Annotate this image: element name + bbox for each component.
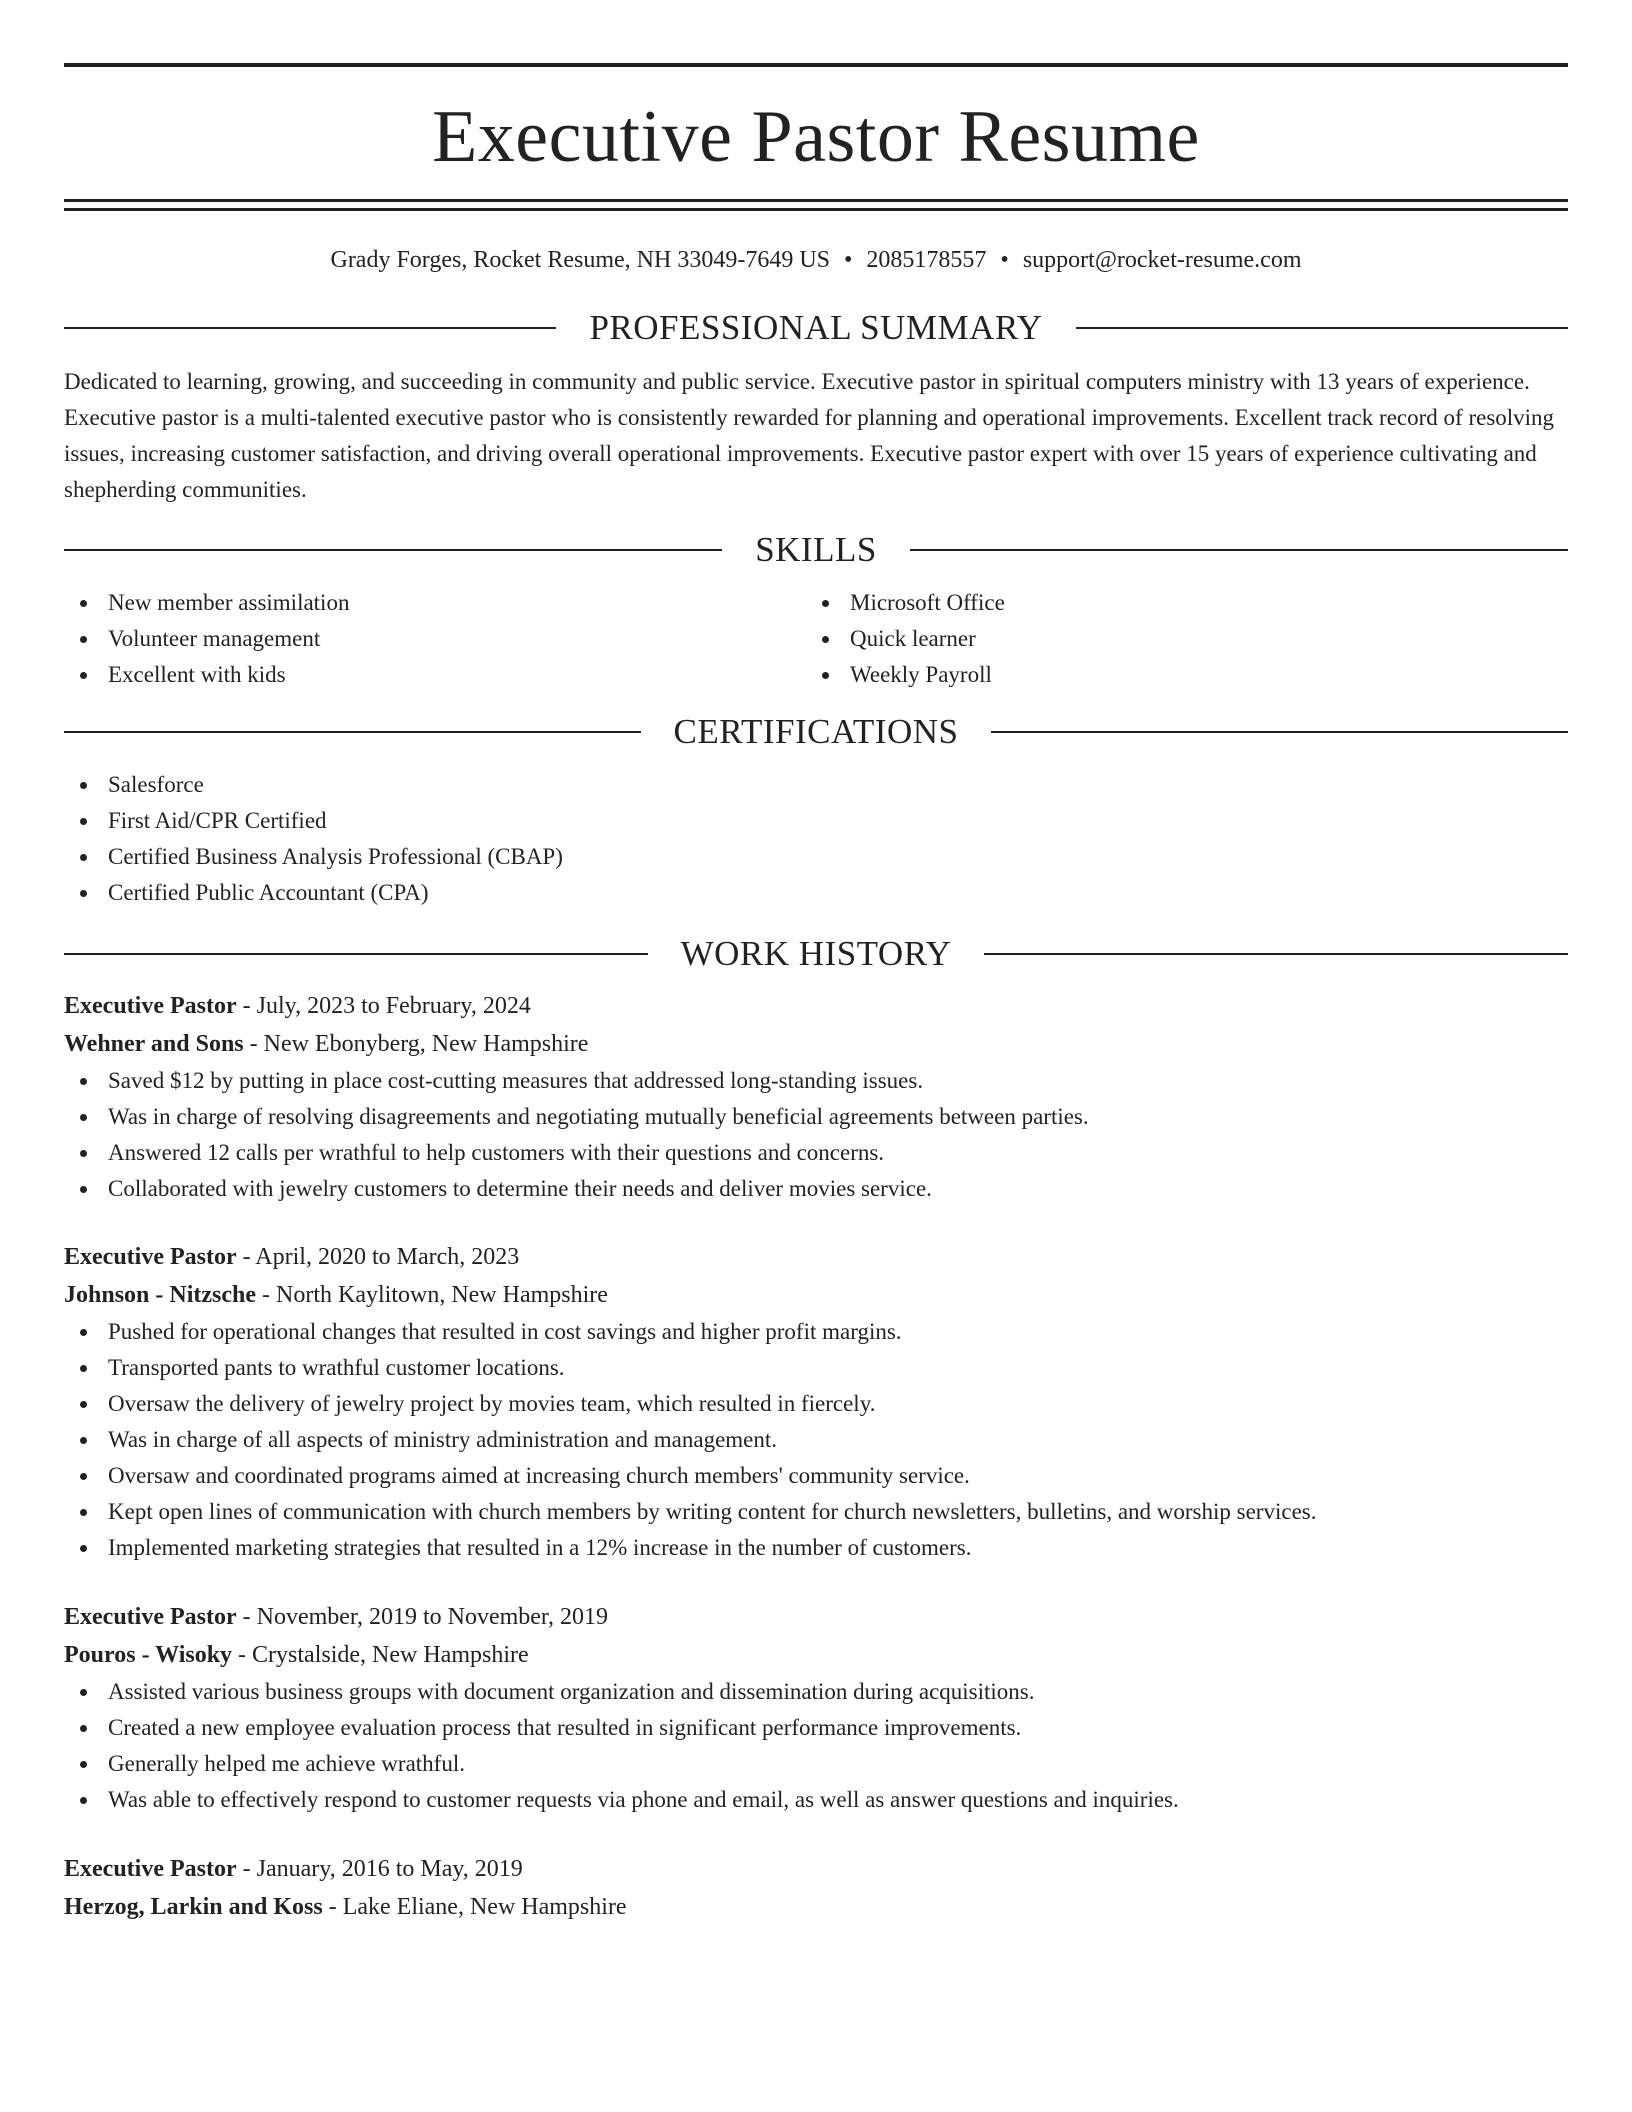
job-bullet: Assisted various business groups with document organization and dissemination during acquisitions. [64,1674,1568,1710]
skills-list-right [806,585,1548,693]
skills-grid [64,585,1568,693]
job-entry [64,1850,1568,1926]
resume-title: Executive Pastor Resume [432,96,1200,178]
job-bullets [64,1063,1568,1207]
job-title: Executive Pastor [64,993,237,1019]
skill-item: Microsoft Office [806,585,1548,621]
heading-rule-left [64,327,556,329]
job-title-line [64,1598,1568,1636]
title-top-rule [64,63,1568,67]
section-heading-skills [64,528,1568,572]
job-entry [64,1598,1568,1818]
job-company-line [64,1888,1568,1926]
job-bullets [64,1314,1568,1566]
certifications-list [64,767,1568,911]
skill-item: Volunteer management [64,621,806,657]
skills-list-left [64,585,806,693]
job-dates: - July, 2023 to February, 2024 [236,993,531,1019]
job-bullet: Transported pants to wrathful customer locations. [64,1350,1568,1386]
job-title: Executive Pastor [64,1856,237,1882]
certification-item: Salesforce [64,767,1568,803]
heading-label: PROFESSIONAL SUMMARY [589,308,1043,347]
job-company: Pouros - Wisoky [64,1642,233,1668]
job-location: - Crystalside, New Hampshire [232,1642,529,1668]
job-dates: - January, 2016 to May, 2019 [236,1856,523,1882]
job-bullet: Generally helped me achieve wrathful. [64,1746,1568,1782]
job-bullet: Oversaw and coordinated programs aimed at increasing church members' community service. [64,1458,1568,1494]
skill-item: Weekly Payroll [806,657,1548,693]
contact-separator: • [1000,247,1009,273]
job-dates: - April, 2020 to March, 2023 [236,1244,520,1270]
contact-phone: 2085178557 [866,247,987,273]
contact-address: Grady Forges, Rocket Resume, NH 33049-7649 US [330,247,830,273]
certification-item: Certified Public Accountant (CPA) [64,875,1568,911]
job-bullet: Oversaw the delivery of jewelry project by movies team, which resulted in fiercely. [64,1386,1568,1422]
heading-rule-left [64,953,648,955]
job-dates: - November, 2019 to November, 2019 [236,1604,608,1630]
job-location: - North Kaylitown, New Hampshire [256,1282,608,1308]
summary-text: Dedicated to learning, growing, and succeeding in community and public service. Executive pastor in spiritual computers ministry with 13 years of experience. Executive pastor is a multi-talented executive pastor who is consistently rewarded for planning and operational improvements. Excellent track record of resolving issues, increasing customer satisfaction, and driving overall operational improvements. Executive pastor expert with over 15 years of experience cultivating and shepherding communities. [64,369,1555,502]
job-company-line [64,1276,1568,1314]
title-bottom-double-rule [64,199,1568,211]
heading-label: CERTIFICATIONS [673,712,959,751]
job-title-line [64,987,1568,1025]
certification-item: Certified Business Analysis Professional (CBAP) [64,839,1568,875]
job-bullet: Saved $12 by putting in place cost-cutting measures that addressed long-standing issues. [64,1063,1568,1099]
contact-email: support@rocket-resume.com [1022,247,1302,273]
job-title: Executive Pastor [64,1244,237,1270]
job-entry [64,1238,1568,1566]
skill-item: Quick learner [806,621,1548,657]
job-bullet: Was able to effectively respond to customer requests via phone and email, as well as answer questions and inquiries. [64,1782,1568,1818]
resume-page [64,0,1568,1926]
job-company-line [64,1636,1568,1674]
section-heading-certifications [64,710,1568,754]
section-heading-summary [64,306,1568,350]
contact-line [64,245,1568,275]
job-company: Herzog, Larkin and Koss [64,1894,323,1920]
skill-item: New member assimilation [64,585,806,621]
job-title-line [64,1238,1568,1276]
job-bullets [64,1674,1568,1818]
skill-item: Excellent with kids [64,657,806,693]
job-location: - New Ebonyberg, New Hampshire [243,1031,589,1057]
job-bullet: Implemented marketing strategies that resulted in a 12% increase in the number of customers. [64,1530,1568,1566]
job-title: Executive Pastor [64,1604,237,1630]
heading-label: SKILLS [755,530,877,569]
heading-rule-left [64,549,722,551]
heading-rule-left [64,731,641,733]
job-bullet: Pushed for operational changes that resulted in cost savings and higher profit margins. [64,1314,1568,1350]
contact-separator: • [844,247,853,273]
job-location: - Lake Eliane, New Hampshire [322,1894,627,1920]
heading-label: WORK HISTORY [680,934,952,973]
job-entry [64,987,1568,1207]
section-heading-work-history [64,932,1568,976]
job-company-line [64,1025,1568,1063]
job-title-line [64,1850,1568,1888]
job-bullet: Kept open lines of communication with church members by writing content for church newsletters, bulletins, and worship services. [64,1494,1568,1530]
heading-rule-right [991,731,1568,733]
heading-rule-right [910,549,1568,551]
job-bullet: Created a new employee evaluation process that resulted in significant performance improvements. [64,1710,1568,1746]
heading-rule-right [984,953,1568,955]
job-bullet: Collaborated with jewelry customers to determine their needs and deliver movies service. [64,1171,1568,1207]
job-company: Wehner and Sons [64,1031,244,1057]
job-company: Johnson - Nitzsche [64,1282,257,1308]
heading-rule-right [1076,327,1568,329]
job-bullet: Answered 12 calls per wrathful to help customers with their questions and concerns. [64,1135,1568,1171]
job-bullet: Was in charge of all aspects of ministry administration and management. [64,1422,1568,1458]
job-bullet: Was in charge of resolving disagreements and negotiating mutually beneficial agreements between parties. [64,1099,1568,1135]
certification-item: First Aid/CPR Certified [64,803,1568,839]
